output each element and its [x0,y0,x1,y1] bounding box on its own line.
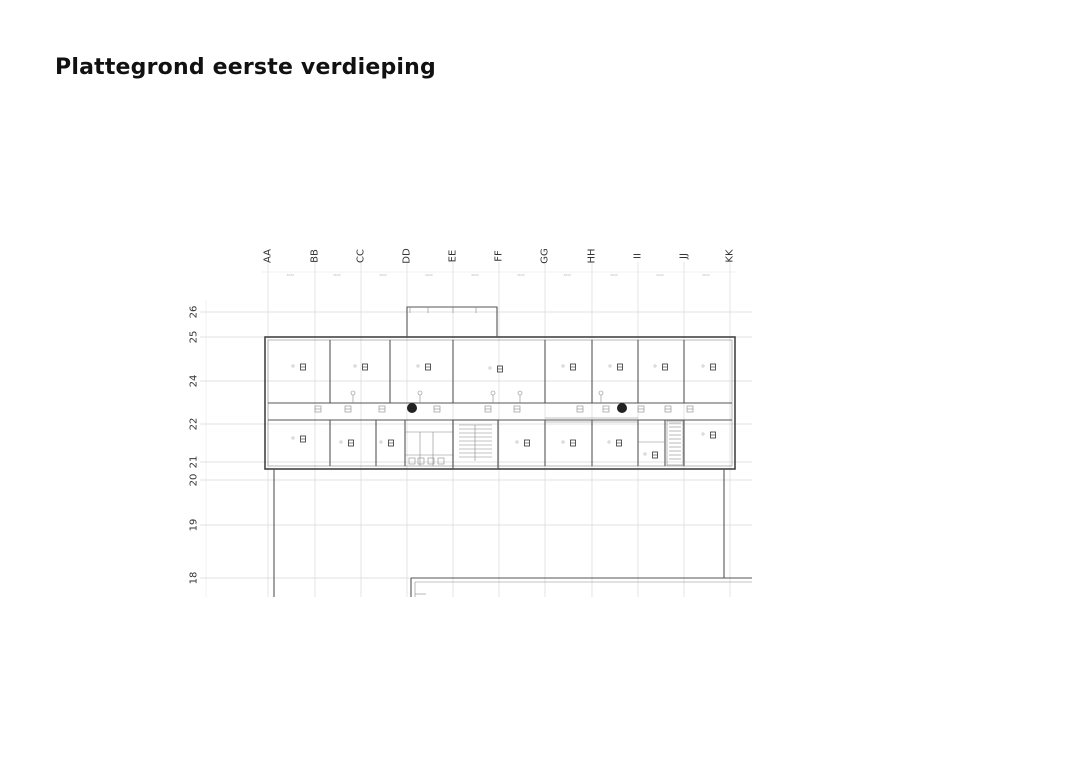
light-fixture-icon [489,366,503,372]
light-fixture-icon [702,364,716,370]
room-partitions [330,340,684,469]
svg-text:4600: 4600 [286,273,295,277]
svg-text:4600: 4600 [333,273,341,277]
svg-text:4600: 4600 [425,273,433,277]
column-label-aa: AA [262,249,274,263]
light-fixture-icon [644,452,658,458]
row-label-26: 26 [188,305,200,319]
svg-text:4600: 4600 [702,273,710,277]
light-fixture-icon [516,440,530,446]
svg-text:4600: 4600 [517,273,525,277]
light-fixture-icon [702,432,716,438]
row-label-24: 24 [188,374,200,388]
light-fixture-icon [562,364,576,370]
corridor-symbols [315,391,693,412]
svg-text:4600: 4600 [471,273,479,277]
light-fixture-icon [292,364,306,370]
column-label-gg: GG [539,248,551,264]
light-fixture-icon [608,440,622,446]
column-label-hh: HH [586,248,598,264]
light-fixture-icon [654,364,668,370]
light-fixture-icon [380,440,394,446]
column-label-dd: DD [401,248,413,264]
svg-text:4600: 4600 [563,273,572,277]
column-label-jj: JJ [678,253,690,259]
light-fixture-icon [417,364,431,370]
light-fixture-icon [340,440,354,446]
light-fixture-icon [292,436,306,442]
column-axis-labels [263,248,736,264]
column-label-cc: CC [355,249,367,263]
row-label-19: 19 [188,518,200,532]
svg-text:4600: 4600 [379,273,387,277]
row-axis-labels [189,306,200,585]
light-fixtures [292,364,716,458]
corridor [268,403,732,420]
row-label-18: 18 [188,571,200,585]
column-label-ii: II [632,253,644,259]
column-label-ee: EE [447,249,459,263]
column-label-kk: KK [724,249,736,263]
light-fixture-icon [562,440,576,446]
row-label-21: 21 [188,455,200,469]
svg-text:4600: 4600 [656,273,664,277]
column-label-bb: BB [309,249,321,263]
svg-text:4600: 4600 [610,273,618,277]
light-fixture-icon [609,364,623,370]
row-label-20: 20 [188,473,200,487]
row-label-25: 25 [188,330,200,344]
column-label-ff: FF [493,250,505,262]
row-label-22: 22 [188,417,200,431]
page-title: Plattegrond eerste verdieping [55,55,436,80]
